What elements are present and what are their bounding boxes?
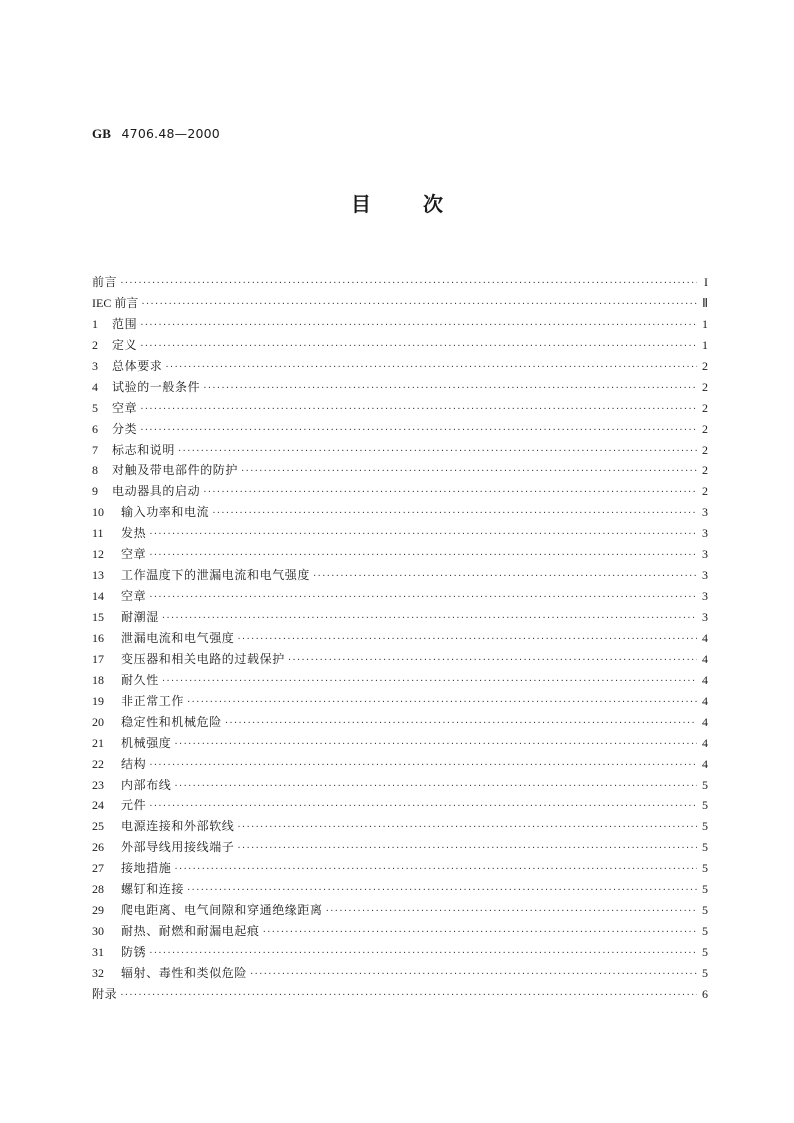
toc-entry-page: 5 (702, 965, 708, 980)
toc-entry-title: 外部导线用接线端子 (121, 840, 235, 855)
toc-entry-page: 4 (702, 630, 708, 645)
toc-entry-number: 16 (92, 630, 104, 645)
toc-entry-number: 28 (92, 882, 104, 897)
toc-entry-page: 5 (702, 924, 708, 939)
dot-leader (237, 818, 697, 839)
toc-entry-number: 18 (92, 672, 104, 687)
toc-entry-page: 4 (702, 693, 708, 708)
toc-entry-title: 空章 (121, 589, 147, 604)
toc-entry[interactable] (92, 984, 708, 1005)
toc-entry-page: 2 (702, 463, 708, 478)
toc-entry-title: 工作温度下的泄漏电流和电气强度 (121, 568, 311, 583)
dot-leader (225, 714, 697, 735)
toc-entry-title: 附录 (92, 986, 118, 1001)
toc-entry-number: 24 (92, 798, 104, 813)
toc-entry-number: 14 (92, 589, 104, 604)
toc-entry[interactable] (92, 607, 708, 628)
dot-leader (250, 965, 697, 986)
toc-entry[interactable] (92, 398, 708, 419)
dot-leader (162, 672, 697, 693)
toc-entry-number: 5 (92, 400, 98, 415)
title-char-1: 目 (351, 192, 371, 216)
toc-entry[interactable] (92, 649, 708, 670)
toc-entry-page: 3 (702, 568, 708, 583)
toc-entry-number: 7 (92, 442, 98, 457)
toc-entry-number: 27 (92, 861, 104, 876)
toc-entry-title: 试验的一般条件 (112, 379, 201, 394)
toc-entry[interactable] (92, 816, 708, 837)
toc-entry-number: 30 (92, 924, 104, 939)
toc-entry-title: 耐潮湿 (121, 610, 159, 624)
toc-entry-number: 20 (92, 714, 104, 729)
toc-entry-title: 机械强度 (121, 735, 172, 750)
toc-entry[interactable] (92, 586, 708, 607)
dot-leader (263, 923, 697, 944)
dot-leader (203, 483, 697, 504)
toc-entry-number: 31 (92, 945, 104, 959)
toc-entry-page: 2 (702, 442, 708, 457)
toc-entry-number: 29 (92, 903, 104, 918)
toc-entry-title: 内部布线 (121, 777, 172, 792)
dot-leader (174, 735, 697, 756)
toc-entry-number: 26 (92, 840, 104, 855)
toc-entry-number: 12 (92, 547, 104, 562)
toc-entry-number: 1 (92, 316, 98, 331)
toc-entry-title: 耐久性 (121, 672, 159, 687)
toc-entry-number: 22 (92, 756, 104, 771)
toc-entry[interactable] (92, 523, 708, 544)
toc-entry[interactable] (92, 481, 708, 502)
toc-entry-page: 2 (702, 400, 708, 415)
toc-entry[interactable] (92, 795, 708, 816)
toc-entry[interactable] (92, 712, 708, 733)
toc-entry[interactable] (92, 754, 708, 775)
toc-entry-title: 空章 (121, 547, 147, 562)
toc-entry-page: 2 (702, 421, 708, 436)
toc-entry-number: 13 (92, 568, 104, 583)
toc-entry-title: 泄漏电流和电气强度 (121, 630, 235, 645)
toc-entry-page: 5 (702, 945, 708, 959)
toc-entry-page: 4 (702, 756, 708, 771)
toc-entry[interactable] (92, 377, 708, 398)
toc-entry-title: 总体要求 (112, 358, 163, 373)
toc-entry[interactable] (92, 628, 708, 649)
toc-entry[interactable] (92, 921, 708, 942)
toc-entry[interactable] (92, 419, 708, 440)
toc-entry-title: 电源连接和外部软线 (121, 819, 235, 834)
dot-leader (149, 525, 697, 546)
dot-leader (326, 902, 697, 923)
dot-leader (149, 588, 697, 609)
dot-leader (140, 337, 697, 358)
dot-leader (187, 881, 697, 902)
toc-entry[interactable] (92, 879, 708, 900)
toc-entry-number: 10 (92, 505, 104, 520)
toc-entry-title: 耐热、耐燃和耐漏电起痕 (121, 924, 260, 939)
toc-entry-title: 电动器具的启动 (112, 484, 201, 499)
toc-entry-page: 3 (702, 547, 708, 562)
toc-entry-page: 6 (702, 986, 708, 1001)
toc-entry-page: 4 (702, 651, 708, 666)
toc-entry[interactable] (92, 942, 708, 963)
toc-entry-page: 2 (702, 358, 708, 373)
toc-entry-number: 25 (92, 819, 104, 834)
toc-entry-page: 4 (702, 735, 708, 750)
dot-leader (120, 986, 697, 1007)
toc-entry[interactable] (92, 691, 708, 712)
toc-entry-number: 23 (92, 777, 104, 792)
toc-entry[interactable] (92, 963, 708, 984)
toc-entry-title: 变压器和相关电路的过载保护 (121, 651, 285, 666)
toc-entry-page: 3 (702, 526, 708, 541)
dot-leader (141, 295, 697, 316)
toc-entry-page: 2 (702, 484, 708, 499)
toc-entry-page: 2 (702, 379, 708, 394)
toc-entry-title: 稳定性和机械危险 (121, 714, 222, 729)
toc-entry-number: 17 (92, 651, 104, 666)
toc-entry-page: 1 (702, 337, 708, 352)
dot-leader (165, 358, 697, 379)
toc-entry-title: 结构 (121, 756, 147, 771)
toc-entry-number: 2 (92, 337, 98, 352)
dot-leader (313, 567, 697, 588)
standard-number: 4706.48—2000 (121, 126, 220, 141)
dot-leader (149, 546, 697, 567)
toc-entry-title: 非正常工作 (121, 693, 185, 708)
dot-leader (140, 316, 697, 337)
dot-leader (162, 609, 697, 630)
toc-entry-page: 5 (702, 798, 708, 813)
dot-leader (178, 442, 697, 463)
dot-leader (149, 944, 697, 965)
toc-entry-number: 15 (92, 610, 104, 624)
toc-entry-page: 3 (702, 589, 708, 604)
page-title (0, 188, 794, 217)
toc-entry-title: 接地措施 (121, 861, 172, 876)
toc-entry-title: 辐射、毒性和类似危险 (121, 965, 248, 980)
toc-entry-page: 5 (702, 903, 708, 918)
standard-prefix: GB (92, 126, 112, 141)
toc-entry-page: 5 (702, 840, 708, 855)
toc-entry-title: 定义 (112, 337, 138, 352)
toc-entry-number: 6 (92, 421, 98, 436)
toc-entry[interactable] (92, 356, 708, 377)
toc-entry-number: 9 (92, 484, 98, 499)
toc-entry-page: 5 (702, 861, 708, 876)
toc-entry-number: 4 (92, 379, 98, 394)
toc-entry-number: 19 (92, 693, 104, 708)
toc-entry-number: 11 (92, 526, 104, 541)
title-char-2: 次 (423, 192, 443, 216)
toc-entry[interactable] (92, 314, 708, 335)
toc-entry-title: 范围 (112, 316, 138, 331)
toc-entry-title: 输入功率和电流 (121, 505, 210, 520)
dot-leader (203, 379, 697, 400)
dot-leader (212, 504, 697, 525)
toc-entry[interactable] (92, 293, 708, 314)
toc-entry[interactable] (92, 733, 708, 754)
dot-leader (237, 839, 697, 860)
dot-leader (187, 693, 697, 714)
dot-leader (149, 756, 697, 777)
toc-entry-title: 发热 (121, 526, 147, 541)
toc-entry-title: 爬电距离、电气间隙和穿通绝缘距离 (121, 903, 323, 918)
toc-entry-number: 3 (92, 358, 98, 373)
toc-entry-title: 空章 (112, 400, 138, 415)
toc-entry[interactable] (92, 502, 708, 523)
document-header (92, 126, 220, 142)
toc-entry-title: IEC 前言 (92, 295, 139, 310)
toc-entry-page: 1 (702, 316, 708, 331)
dot-leader (241, 462, 697, 483)
toc-entry-title: 前言 (92, 275, 118, 289)
toc-entry-title: 标志和说明 (112, 442, 176, 457)
toc-entry[interactable] (92, 858, 708, 879)
toc-entry-page: 5 (702, 777, 708, 792)
toc-entry-title: 螺钉和连接 (121, 882, 185, 897)
toc-entry-page: Ⅱ (702, 295, 708, 310)
toc-entry[interactable] (92, 900, 708, 921)
toc-entry-title: 分类 (112, 421, 138, 436)
toc-entry[interactable] (92, 440, 708, 461)
dot-leader (140, 400, 697, 421)
toc-entry-number: 32 (92, 965, 104, 980)
dot-leader (120, 274, 697, 295)
toc-entry-page: 5 (702, 882, 708, 897)
toc-entry-page: 4 (702, 672, 708, 687)
dot-leader (174, 860, 697, 881)
toc-entry-number: 8 (92, 463, 98, 478)
toc-entry-title: 防锈 (121, 945, 147, 959)
toc-entry[interactable] (92, 837, 708, 858)
table-of-contents (92, 272, 708, 1005)
toc-entry-page: 3 (702, 610, 708, 624)
dot-leader (140, 421, 697, 442)
toc-entry[interactable] (92, 544, 708, 565)
toc-entry[interactable] (92, 670, 708, 691)
toc-entry-page: I (704, 275, 708, 289)
toc-entry-page: 3 (702, 505, 708, 520)
toc-entry-page: 5 (702, 819, 708, 834)
dot-leader (149, 797, 697, 818)
toc-entry[interactable] (92, 775, 708, 796)
dot-leader (237, 630, 697, 651)
dot-leader (288, 651, 697, 672)
toc-entry[interactable] (92, 335, 708, 356)
toc-entry-title: 对触及带电部件的防护 (112, 463, 239, 478)
toc-entry-number: 21 (92, 735, 104, 750)
toc-entry[interactable] (92, 272, 708, 293)
toc-entry-page: 4 (702, 714, 708, 729)
toc-entry[interactable] (92, 565, 708, 586)
toc-entry[interactable] (92, 460, 708, 481)
toc-entry-title: 元件 (121, 798, 147, 813)
dot-leader (174, 777, 697, 798)
